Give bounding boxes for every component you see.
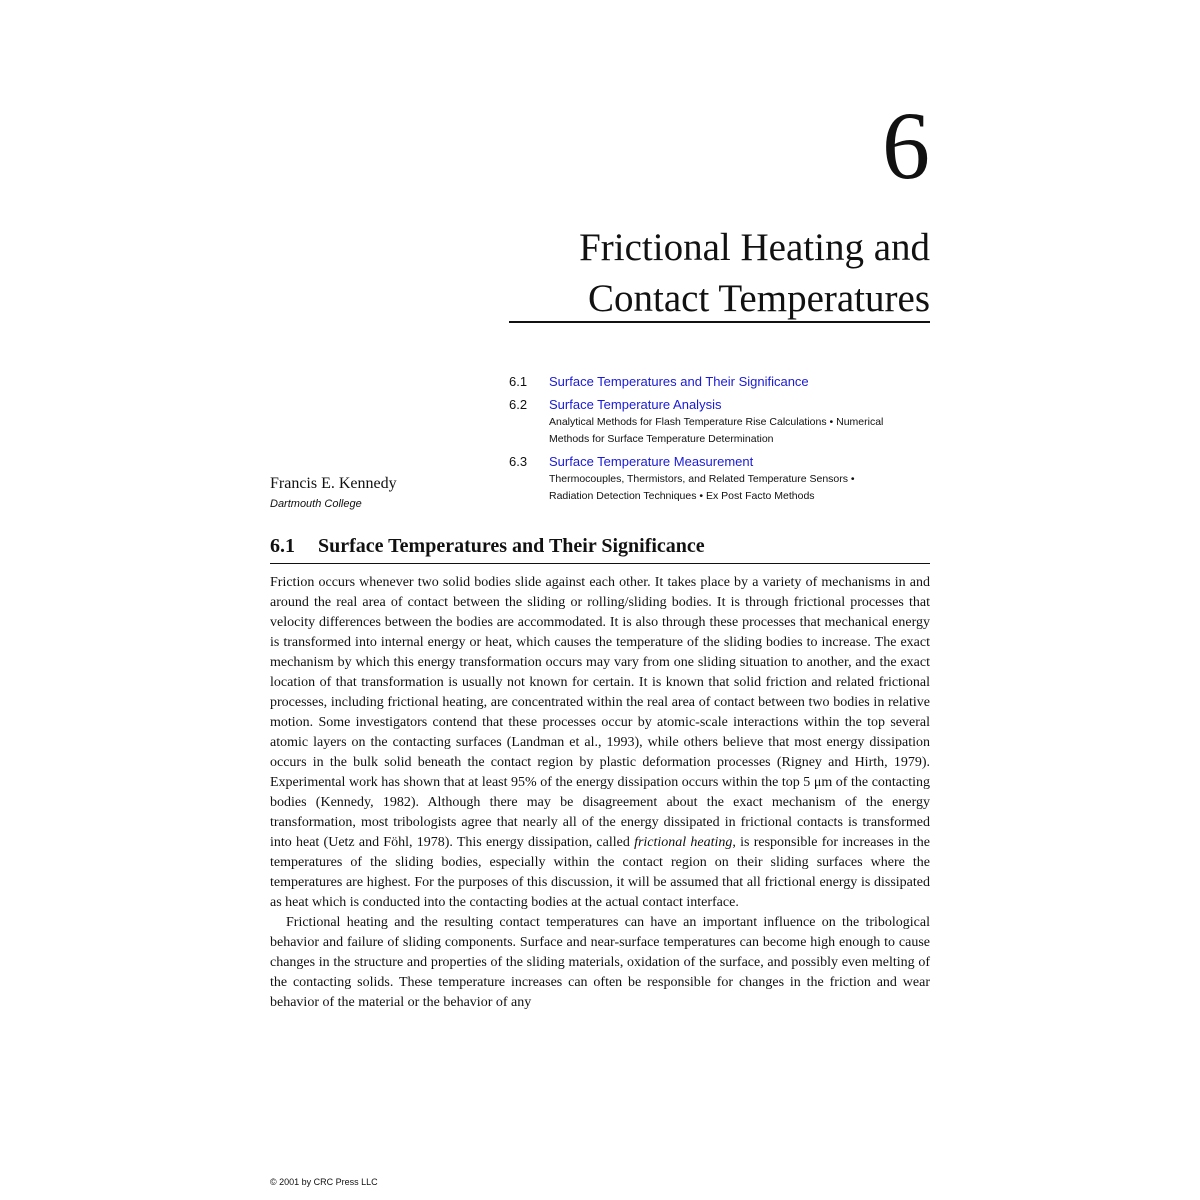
toc-entry-number: 6.1 xyxy=(509,374,528,389)
chapter-title xyxy=(430,222,930,324)
chapter-title-line-1: Frictional Heating and xyxy=(579,226,930,269)
author-affiliation: Dartmouth College xyxy=(270,498,362,510)
body-text xyxy=(270,573,930,1013)
author-name: Francis E. Kennedy xyxy=(270,475,397,492)
toc-entry-number: 6.2 xyxy=(509,397,528,412)
toc-entry-link[interactable]: Surface Temperature Analysis xyxy=(549,397,722,412)
paragraph-1-part-b: , is responsible for increases in the temperatures of the sliding bodies, especially within the contact region on their sliding surfaces where the temperatures are highest. For the purposes of this discussion, it will be assumed that all frictional energy is dissipated as heat which is conducted into the contacting bodies at the actual contact interface. xyxy=(270,835,931,910)
paragraph-1 xyxy=(270,573,930,913)
paragraph-1-part-a: Friction occurs whenever two solid bodies slide against each other. It takes place by a variety of mechanisms in and around the real area of contact between the sliding or rolling/sliding bodies. It is through frictional processes that velocity differences between the bodies are accommodated. It is also through these processes that mechanical energy is transformed into internal energy or heat, which causes the temperature of the sliding bodies to increase. The exact mechanism by which this energy transformation occurs may vary from one sliding situation to another, and the exact location of that transformation is usually not known for certain. It is known that solid friction and related frictional processes, including frictional heating, are concentrated within the real area of contact between two bodies in relative motion. Some investigators contend that these processes occur by atomic-scale interactions within the top several atomic layers on the contacting surfaces (Landman et al., 1993), while others believe that most energy dissipation occurs in the bulk solid beneath the contact region by plastic deformation processes (Rigney and Hirth, 1979). Experimental work has shown that at least 95% of the energy dissipation occurs within the top 5 μm of the contacting bodies (Kennedy, 1982). Although there may be disagreement about the exact mechanism of the energy transformation, most tribologists agree that nearly all of the energy dissipated in frictional contacts is transformed into heat (Uetz and Föhl, 1978). This energy dissipation, called xyxy=(270,575,930,850)
toc-entry-subtopics: Analytical Methods for Flash Temperature Rise Calculations • Numerical Methods for Surface Temperature Determination xyxy=(549,416,884,445)
chapter-title-line-2: Contact Temperatures xyxy=(587,277,930,320)
section-heading xyxy=(270,533,930,559)
toc-entry-6-2 xyxy=(509,395,930,448)
toc-entry-subtopics: Thermocouples, Thermistors, and Related Temperature Sensors • Radiation Detection Techniques • Ex Post Facto Methods xyxy=(549,473,855,502)
section-number: 6.1 xyxy=(270,535,295,557)
table-of-contents xyxy=(509,372,930,509)
section-divider xyxy=(270,563,930,564)
copyright-footer: © 2001 by CRC Press LLC xyxy=(270,1177,378,1187)
toc-entry-number: 6.3 xyxy=(509,454,528,469)
emphasis-term: frictional heating xyxy=(634,835,733,850)
paragraph-2: Frictional heating and the resulting contact temperatures can have an important influence on the tribological behavior and failure of sliding components. Surface and near-surface temperatures can become high enough to cause changes in the structure and properties of the sliding materials, oxidation of the surface, and possibly even melting of the contacting solids. These temperature increases can often be responsible for changes in the friction and wear behavior of the material or the behavior of any xyxy=(270,915,930,1010)
section-title: Surface Temperatures and Their Significance xyxy=(318,535,705,557)
toc-entry-link[interactable]: Surface Temperatures and Their Significance xyxy=(549,374,809,389)
toc-entry-link[interactable]: Surface Temperature Measurement xyxy=(549,454,754,469)
toc-entry-6-3 xyxy=(509,452,930,505)
chapter-number: 6 xyxy=(882,92,930,199)
title-divider xyxy=(509,321,930,323)
toc-entry-6-1 xyxy=(509,372,930,391)
